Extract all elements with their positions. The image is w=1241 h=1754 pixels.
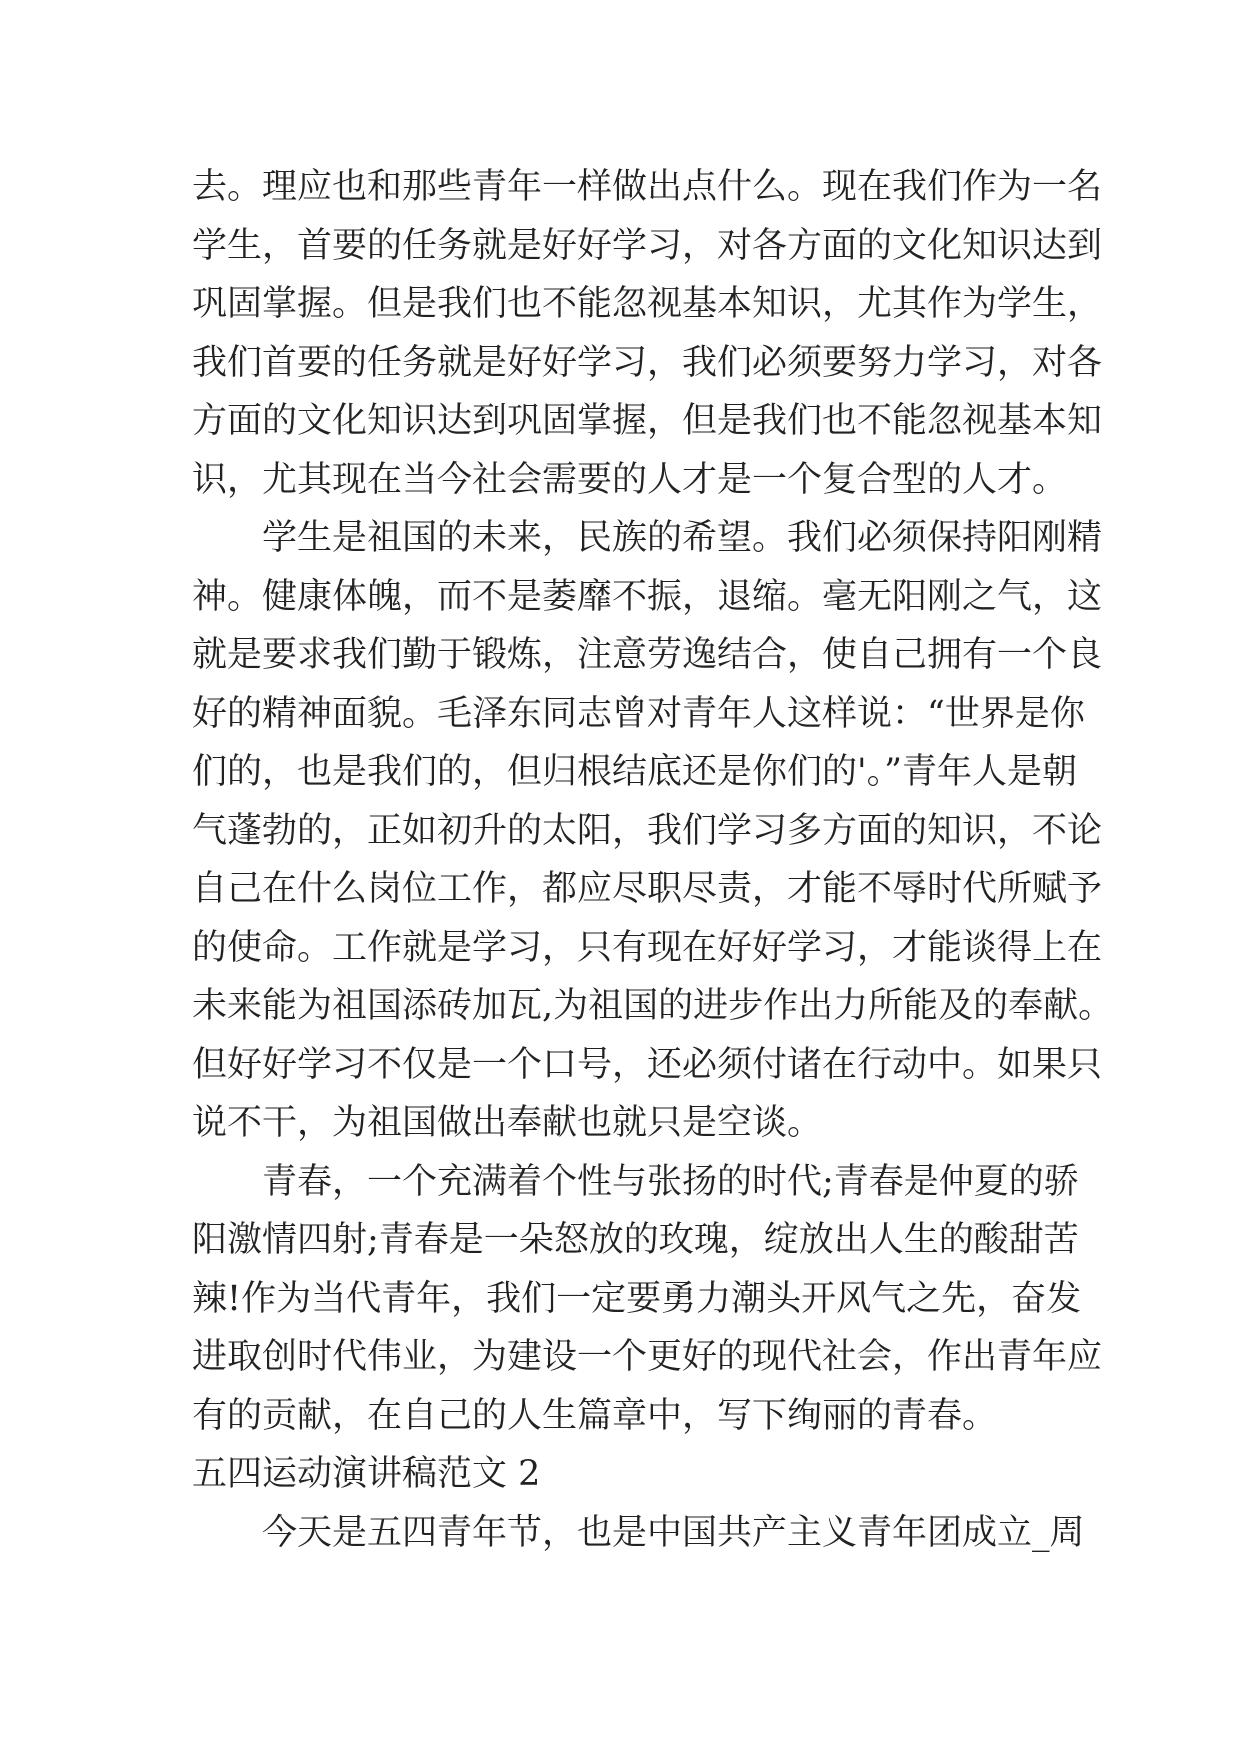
text-line: 好的精神面貌。毛泽东同志曾对青年人这样说：“世界是你: [192, 693, 1085, 734]
paragraph-2: [192, 509, 1114, 1153]
text-line: 巩固掌握。但是我们也不能忽视基本知识，尤其作为学生，: [192, 284, 1103, 324]
text-line: 的使命。工作就是学习，只有现在好好学习，才能谈得上在: [192, 927, 1103, 968]
text-line: 我们首要的任务就是好好学习，我们必须要努力学习，对各: [192, 342, 1103, 383]
text-line: 辣!作为当代青年，我们一定要勇力潮头开风气之先，奋发: [192, 1278, 1082, 1319]
heading-text: 五四运动演讲稿范文 2: [192, 1454, 541, 1494]
text-line: 但好好学习不仅是一个口号，还必须付诸在行动中。如果只: [192, 1044, 1103, 1085]
text-line: 自己在什么岗位工作，都应尽职尽责，才能不辱时代所赋予: [192, 869, 1103, 909]
text-line: 学生，首要的任务就是好好学习，对各方面的文化知识达到: [192, 225, 1103, 266]
paragraph-1: [192, 158, 1103, 509]
text-line: 神。健康体魄，而不是萎靡不振，退缩。毫无阳刚之气，这: [192, 576, 1103, 617]
text-line: 方面的文化知识达到巩固掌握，但是我们也不能忽视基本知: [192, 401, 1103, 441]
paragraph-3: [192, 1153, 1103, 1446]
document-body: [192, 158, 1114, 1562]
text-line: 识，尤其现在当今社会需要的人才是一个复合型的人才。: [192, 459, 1068, 500]
text-line: 学生是祖国的未来，民族的希望。我们必须保持阳刚精: [262, 518, 1103, 558]
section-heading: [192, 1445, 1072, 1504]
text-line: 就是要求我们勤于锻炼，注意劳逸结合，使自己拥有一个良: [192, 635, 1103, 675]
text-line: 去。理应也和那些青年一样做出点什么。现在我们作为一名: [192, 167, 1103, 207]
text-line: 说不干，为祖国做出奉献也就只是空谈。: [192, 1103, 823, 1143]
text-line: 们的，也是我们的，但归根结底还是你们的'。”青年人是朝: [192, 752, 1078, 792]
text-line: 有的贡献，在自己的人生篇章中，写下绚丽的青春。: [192, 1395, 998, 1436]
text-line: 今天是五四青年节，也是中国共产主义青年团成立_周: [262, 1512, 1085, 1553]
text-line: 青春，一个充满着个性与张扬的时代;青春是仲夏的骄: [262, 1161, 1079, 1202]
paragraph-4: [192, 1504, 1085, 1563]
text-line: 阳激情四射;青春是一朵怒放的玫瑰，绽放出人生的酸甜苦: [192, 1220, 1079, 1260]
text-line: 进取创时代伟业，为建设一个更好的现代社会，作出青年应: [192, 1337, 1103, 1377]
text-line: 未来能为祖国添砖加瓦,为祖国的进步作出力所能及的奉献。: [192, 986, 1114, 1026]
text-line: 气蓬勃的，正如初升的太阳，我们学习多方面的知识，不论: [192, 810, 1103, 851]
